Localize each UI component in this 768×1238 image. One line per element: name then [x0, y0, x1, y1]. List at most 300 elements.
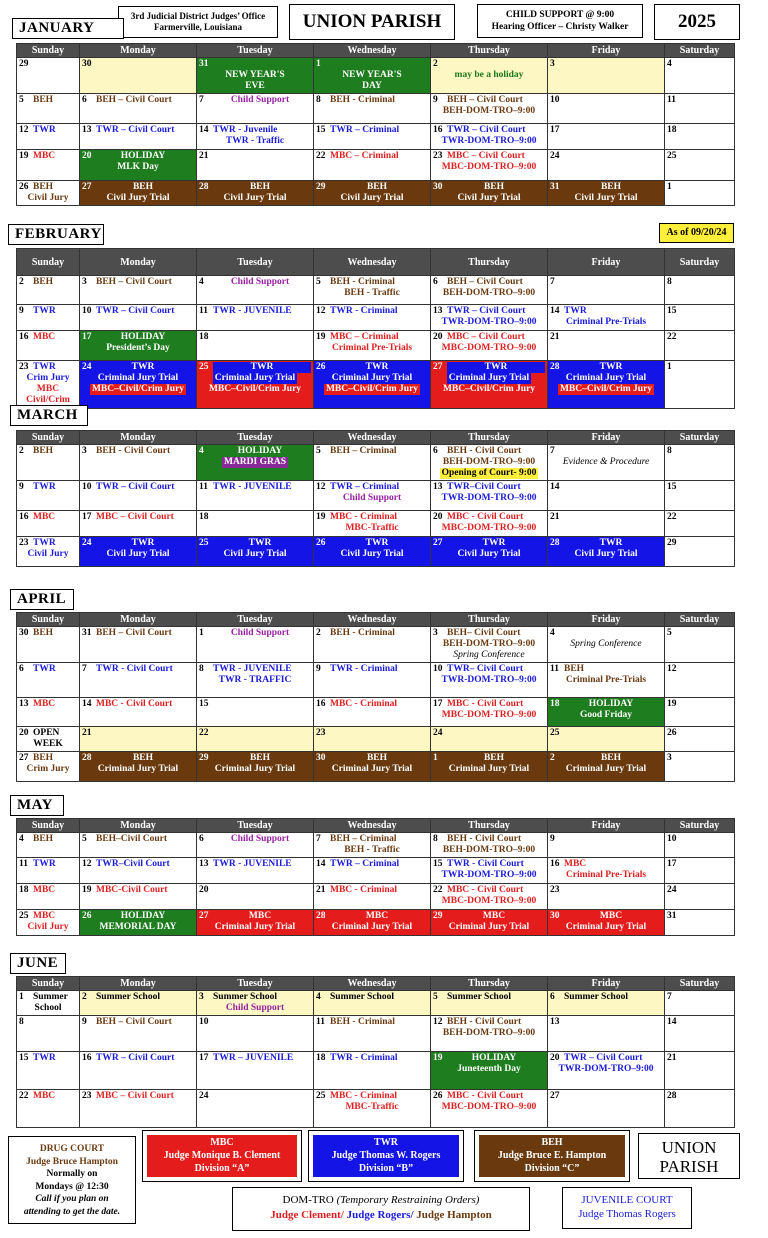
- day-number: 21: [550, 332, 560, 342]
- week-row: [17, 833, 735, 858]
- drug-court-box: [8, 1136, 136, 1224]
- mbc-judge-box: [147, 1135, 297, 1177]
- event-text: BEH: [249, 182, 271, 192]
- day-number: 21: [316, 885, 326, 895]
- week-row: [17, 991, 735, 1016]
- event-text: Criminal Jury Trial: [97, 373, 179, 383]
- day-number: 25: [199, 538, 209, 548]
- event-line: [316, 493, 428, 504]
- event-text: Good Friday: [580, 710, 632, 720]
- event-text: BEH - Traffic: [344, 845, 400, 855]
- day-number: 9: [19, 306, 24, 316]
- event-text: MBC-Traffic: [345, 1102, 399, 1112]
- domtro-title: DOM-TRO: [282, 1194, 334, 1206]
- event-text: TWR–Civil Court: [96, 859, 170, 869]
- event-text: BEH: [33, 277, 54, 287]
- event-text: Summer School: [213, 992, 277, 1002]
- day-number: 1: [19, 992, 24, 1002]
- event-text: TWR-DOM-TRO–9:00: [441, 493, 537, 503]
- day-number: 19: [19, 151, 29, 161]
- event-text: BEH - Criminal: [330, 95, 395, 105]
- day-cell: [314, 331, 431, 361]
- event-text: MBC: [248, 911, 272, 921]
- event-text: Civil Jury Trial: [223, 193, 287, 203]
- day-number: 27: [19, 753, 29, 763]
- day-cell: [80, 698, 197, 727]
- event-text: Civil Jury Trial: [340, 193, 404, 203]
- day-cell: [665, 150, 735, 181]
- day-number: 28: [316, 911, 326, 921]
- event-text: TWR – Civil Court: [96, 125, 175, 135]
- day-cell: [548, 752, 665, 782]
- event-line: [82, 162, 194, 173]
- day-number: 9: [19, 482, 24, 492]
- day-number: 14: [199, 125, 209, 135]
- event-line: [433, 1028, 545, 1039]
- day-number: 11: [199, 306, 208, 316]
- event-line: [316, 193, 428, 204]
- day-cell: [548, 276, 665, 305]
- day-cell: [197, 858, 314, 884]
- weekday-friday: Friday: [548, 249, 665, 276]
- week-row: [17, 58, 735, 94]
- event-text: TWR: [33, 125, 56, 135]
- mbc-code: MBC: [210, 1137, 234, 1148]
- event-text: MBC-DOM-TRO–9:00: [441, 162, 537, 172]
- event-line: [199, 384, 311, 395]
- day-number: 24: [82, 538, 92, 548]
- event-text: Child Support: [225, 1003, 285, 1013]
- drug-court-title: DRUG COURT: [39, 1144, 105, 1154]
- day-cell: [80, 727, 197, 752]
- day-cell: [665, 752, 735, 782]
- event-text: BEH – Civil Court: [96, 95, 172, 105]
- day-cell: [80, 858, 197, 884]
- event-text: BEH: [33, 446, 54, 456]
- day-number: 1: [667, 362, 672, 372]
- domtro-box: [232, 1187, 530, 1231]
- day-number: 13: [433, 306, 443, 316]
- office-name: 3rd Judicial District Judges’ Office: [130, 11, 266, 21]
- day-cell: [548, 1016, 665, 1052]
- day-number: 19: [316, 512, 326, 522]
- day-cell: [314, 445, 431, 481]
- event-line: [82, 764, 194, 775]
- weekday-monday: Monday: [80, 44, 197, 58]
- day-number: 7: [199, 95, 204, 105]
- day-number: 21: [550, 512, 560, 522]
- event-text: TWR – JUVENILE: [213, 1053, 294, 1063]
- event-line: [433, 373, 545, 384]
- day-cell: [17, 276, 80, 305]
- domtro-title-line: [233, 1193, 529, 1208]
- weekday-friday: Friday: [548, 431, 665, 445]
- day-cell: [17, 833, 80, 858]
- day-cell: [314, 858, 431, 884]
- day-number: 24: [199, 1091, 209, 1101]
- event-line: [433, 384, 545, 395]
- day-cell: [80, 884, 197, 910]
- day-cell: [548, 833, 665, 858]
- day-cell: [17, 1016, 80, 1052]
- event-line: [19, 922, 77, 933]
- parish-word: PARISH: [659, 1157, 719, 1176]
- beh-judge-frame: [474, 1130, 630, 1182]
- event-text: MBC - Civil Court: [447, 885, 524, 895]
- day-number: 5: [667, 628, 672, 638]
- event-text: TWR: [365, 362, 389, 372]
- event-text: TWR: [248, 538, 272, 548]
- event-text: TWR: [33, 664, 56, 674]
- event-line: [550, 549, 662, 560]
- event-text: TWR - Juvenile: [213, 125, 278, 135]
- event-line: [199, 457, 311, 468]
- weekday-sunday: Sunday: [17, 977, 80, 991]
- day-number: 12: [19, 125, 29, 135]
- event-line: [316, 764, 428, 775]
- day-cell: [80, 910, 197, 936]
- day-cell: [80, 1016, 197, 1052]
- day-cell: [314, 627, 431, 663]
- day-cell: [197, 537, 314, 567]
- event-text: Criminal Jury Trial: [565, 373, 647, 383]
- day-cell: [17, 910, 80, 936]
- event-line: [199, 1003, 311, 1014]
- weekday-sunday: Sunday: [17, 613, 80, 627]
- day-number: 1: [316, 59, 321, 69]
- beh-judge-box: [479, 1135, 625, 1177]
- event-text: Summer: [33, 992, 68, 1002]
- day-number: 5: [82, 834, 87, 844]
- day-cell: [431, 727, 548, 752]
- event-text: MBC-Civil Court: [96, 885, 168, 895]
- event-line: [19, 764, 77, 775]
- day-cell: [665, 1090, 735, 1128]
- event-text: MBC: [33, 151, 56, 161]
- event-text: TWR-DOM-TRO–9:00: [441, 136, 537, 146]
- event-text: OPEN: [33, 728, 60, 738]
- twr-division: Division “B”: [358, 1163, 414, 1174]
- event-text: Summer School: [96, 992, 160, 1002]
- weekday-monday: Monday: [80, 819, 197, 833]
- event-text: Criminal Jury Trial: [448, 922, 530, 932]
- weekday-thursday: Thursday: [431, 977, 548, 991]
- day-number: 16: [82, 1053, 92, 1063]
- event-line: [199, 675, 311, 686]
- event-text: BEH – Civil Court: [447, 277, 523, 287]
- event-line: [316, 70, 428, 81]
- day-number: 12: [433, 1017, 443, 1027]
- calendar-march: [16, 430, 735, 567]
- event-text: TWR: [33, 859, 56, 869]
- event-text: EVE: [245, 81, 265, 91]
- day-cell: [548, 1090, 665, 1128]
- day-cell: [665, 331, 735, 361]
- event-text: BEH-DOM-TRO–9:00: [442, 639, 536, 649]
- event-text: BEH: [33, 753, 54, 763]
- event-text: MBC: [33, 885, 56, 895]
- domtro-judge-hampton: Judge Hampton: [413, 1209, 492, 1221]
- day-number: 4: [199, 277, 204, 287]
- event-text: Criminal Jury Trial: [97, 764, 179, 774]
- day-cell: [548, 331, 665, 361]
- event-text: TWR: [599, 538, 623, 548]
- event-line: [316, 81, 428, 92]
- event-text: Child Support: [230, 95, 290, 105]
- day-number: 8: [667, 446, 672, 456]
- day-number: 20: [199, 885, 209, 895]
- day-cell: [17, 58, 80, 94]
- event-text: Criminal Jury Trial: [448, 373, 530, 383]
- day-cell: [431, 94, 548, 124]
- day-number: 5: [433, 992, 438, 1002]
- day-cell: [197, 991, 314, 1016]
- day-number: 22: [199, 728, 209, 738]
- event-text: TWR – Civil Court: [447, 125, 526, 135]
- event-line: [433, 675, 545, 686]
- event-line: [433, 493, 545, 504]
- day-cell: [665, 124, 735, 150]
- event-text: Criminal Pre-Trials: [331, 343, 413, 353]
- event-text: may be a holiday: [454, 70, 524, 80]
- day-cell: [197, 361, 314, 409]
- event-text: TWR: [131, 538, 155, 548]
- day-cell: [314, 58, 431, 94]
- event-text: Civil Jury Trial: [106, 193, 170, 203]
- event-text: Child Support: [230, 834, 290, 844]
- day-number: 6: [550, 992, 555, 1002]
- event-line: [19, 384, 77, 395]
- event-text: BEH – Civil Court: [96, 628, 172, 638]
- weekday-saturday: Saturday: [665, 249, 735, 276]
- day-cell: [665, 727, 735, 752]
- day-cell: [314, 481, 431, 511]
- day-number: 10: [199, 1017, 209, 1027]
- day-cell: [548, 698, 665, 727]
- day-cell: [548, 1052, 665, 1090]
- event-text: BEH: [33, 834, 54, 844]
- union-word: UNION: [661, 1138, 717, 1157]
- day-number: 29: [199, 753, 209, 763]
- event-text: HOLIDAY: [120, 911, 166, 921]
- day-number: 6: [19, 664, 24, 674]
- event-line: [199, 193, 311, 204]
- week-row: [17, 1016, 735, 1052]
- event-text: Child Support: [230, 628, 290, 638]
- event-line: [550, 1064, 662, 1075]
- weekday-tuesday: Tuesday: [197, 249, 314, 276]
- day-cell: [431, 858, 548, 884]
- event-text: TWR - JUVENILE: [213, 482, 292, 492]
- day-number: 22: [316, 151, 326, 161]
- event-line: [199, 81, 311, 92]
- event-line: [19, 373, 77, 384]
- event-text: MBC-DOM-TRO–9:00: [441, 710, 537, 720]
- event-text: BEH - Civil Court: [447, 834, 522, 844]
- week-row: [17, 537, 735, 567]
- event-line: [550, 870, 662, 881]
- child-support-time: CHILD SUPPORT @ 9:00: [505, 10, 615, 20]
- day-number: 14: [667, 1017, 677, 1027]
- day-number: 24: [433, 728, 443, 738]
- event-text: Summer School: [330, 992, 394, 1002]
- day-cell: [197, 150, 314, 181]
- day-number: 26: [667, 728, 677, 738]
- day-number: 18: [199, 512, 209, 522]
- day-cell: [665, 445, 735, 481]
- beh-judge: Judge Bruce E. Hampton: [497, 1150, 607, 1161]
- day-cell: [548, 58, 665, 94]
- day-number: 15: [199, 699, 209, 709]
- day-number: 2: [316, 628, 321, 638]
- day-number: 4: [19, 834, 24, 844]
- event-line: [82, 343, 194, 354]
- day-number: 16: [316, 699, 326, 709]
- day-cell: [665, 481, 735, 511]
- day-number: 24: [550, 151, 560, 161]
- day-cell: [548, 727, 665, 752]
- event-text: BEH – Civil Court: [96, 277, 172, 287]
- day-number: 21: [667, 1053, 677, 1063]
- drug-court-call: Call if you plan on: [35, 1194, 109, 1204]
- day-cell: [197, 727, 314, 752]
- event-text: MBC-DOM-TRO–9:00: [441, 1102, 537, 1112]
- event-line: [433, 845, 545, 856]
- weekday-saturday: Saturday: [665, 819, 735, 833]
- event-text: MBC – Civil Court: [96, 512, 174, 522]
- day-cell: [17, 752, 80, 782]
- week-row: [17, 1052, 735, 1090]
- event-text: MBC: [365, 911, 389, 921]
- day-number: 19: [82, 885, 92, 895]
- weekday-wednesday: Wednesday: [314, 977, 431, 991]
- day-cell: [665, 305, 735, 331]
- day-number: 29: [19, 59, 29, 69]
- day-number: 2: [433, 59, 438, 69]
- weekday-tuesday: Tuesday: [197, 977, 314, 991]
- day-number: 27: [550, 1091, 560, 1101]
- day-cell: [548, 361, 665, 409]
- month-label-january: JANUARY: [12, 18, 124, 39]
- event-text: TWR: [33, 482, 56, 492]
- day-cell: [80, 537, 197, 567]
- mbc-division: Division “A”: [194, 1163, 250, 1174]
- calendar-june: [16, 976, 735, 1128]
- event-text: TWR: [599, 362, 623, 372]
- day-cell: [431, 627, 548, 663]
- day-cell: [431, 58, 548, 94]
- day-number: 12: [316, 482, 326, 492]
- event-text: TWR – Civil Court: [564, 1053, 643, 1063]
- week-row: [17, 884, 735, 910]
- event-text: BEH: [483, 753, 505, 763]
- week-row: [17, 445, 735, 481]
- day-number: 25: [550, 728, 560, 738]
- event-text: TWR - JUVENILE: [213, 859, 292, 869]
- event-line: [433, 870, 545, 881]
- event-text: President’s Day: [106, 343, 170, 353]
- day-cell: [431, 663, 548, 698]
- event-text: BEH: [249, 753, 271, 763]
- event-line: [433, 106, 545, 117]
- juvenile-judge: Judge Thomas Rogers: [578, 1208, 676, 1220]
- day-cell: [197, 1090, 314, 1128]
- event-text: MBC - Criminal: [330, 1091, 398, 1101]
- day-cell: [548, 124, 665, 150]
- weekday-saturday: Saturday: [665, 44, 735, 58]
- day-number: 26: [316, 538, 326, 548]
- day-number: 30: [316, 753, 326, 763]
- day-number: 28: [550, 538, 560, 548]
- event-text: Crim Jury: [26, 373, 70, 383]
- day-cell: [665, 910, 735, 936]
- event-line: [550, 922, 662, 933]
- day-cell: [314, 181, 431, 206]
- day-cell: [665, 833, 735, 858]
- day-cell: [431, 1090, 548, 1128]
- day-number: 22: [19, 1091, 29, 1101]
- event-text: BEH – Civil Court: [96, 1017, 172, 1027]
- as-of-badge: [659, 223, 734, 243]
- event-text: MBC: [33, 512, 56, 522]
- day-number: 8: [199, 664, 204, 674]
- domtro-judges: [233, 1208, 529, 1223]
- day-cell: [548, 858, 665, 884]
- event-text: BEH: [366, 182, 388, 192]
- weekday-wednesday: Wednesday: [314, 431, 431, 445]
- event-text: Criminal Jury Trial: [331, 373, 413, 383]
- day-cell: [80, 58, 197, 94]
- week-row: [17, 511, 735, 537]
- day-number: 4: [316, 992, 321, 1002]
- day-number: 20: [433, 332, 443, 342]
- day-cell: [548, 991, 665, 1016]
- event-line: [433, 549, 545, 560]
- event-text: Crim Jury: [26, 764, 70, 774]
- day-cell: [548, 445, 665, 481]
- event-text: TWR - Civil Court: [96, 664, 173, 674]
- day-number: 23: [19, 362, 29, 372]
- day-cell: [314, 991, 431, 1016]
- day-number: 5: [316, 446, 321, 456]
- day-cell: [548, 537, 665, 567]
- day-number: 9: [316, 664, 321, 674]
- day-number: 16: [433, 125, 443, 135]
- day-cell: [197, 910, 314, 936]
- event-line: [550, 193, 662, 204]
- event-text: MBC - Civil Court: [447, 699, 524, 709]
- day-number: 7: [316, 834, 321, 844]
- day-number: 9: [550, 834, 555, 844]
- day-number: 6: [199, 834, 204, 844]
- day-cell: [548, 305, 665, 331]
- day-number: 26: [19, 182, 29, 192]
- day-number: 13: [433, 482, 443, 492]
- day-cell: [665, 94, 735, 124]
- day-number: 8: [667, 277, 672, 287]
- day-number: 26: [82, 911, 92, 921]
- event-text: BEH - Civil Court: [447, 446, 522, 456]
- weekday-sunday: Sunday: [17, 249, 80, 276]
- day-number: 31: [667, 911, 677, 921]
- event-text: Child Support: [230, 277, 290, 287]
- day-cell: [665, 627, 735, 663]
- day-cell: [431, 481, 548, 511]
- day-cell: [17, 445, 80, 481]
- day-number: 29: [316, 182, 326, 192]
- day-cell: [548, 511, 665, 537]
- event-text: MBC - Civil Court: [96, 699, 173, 709]
